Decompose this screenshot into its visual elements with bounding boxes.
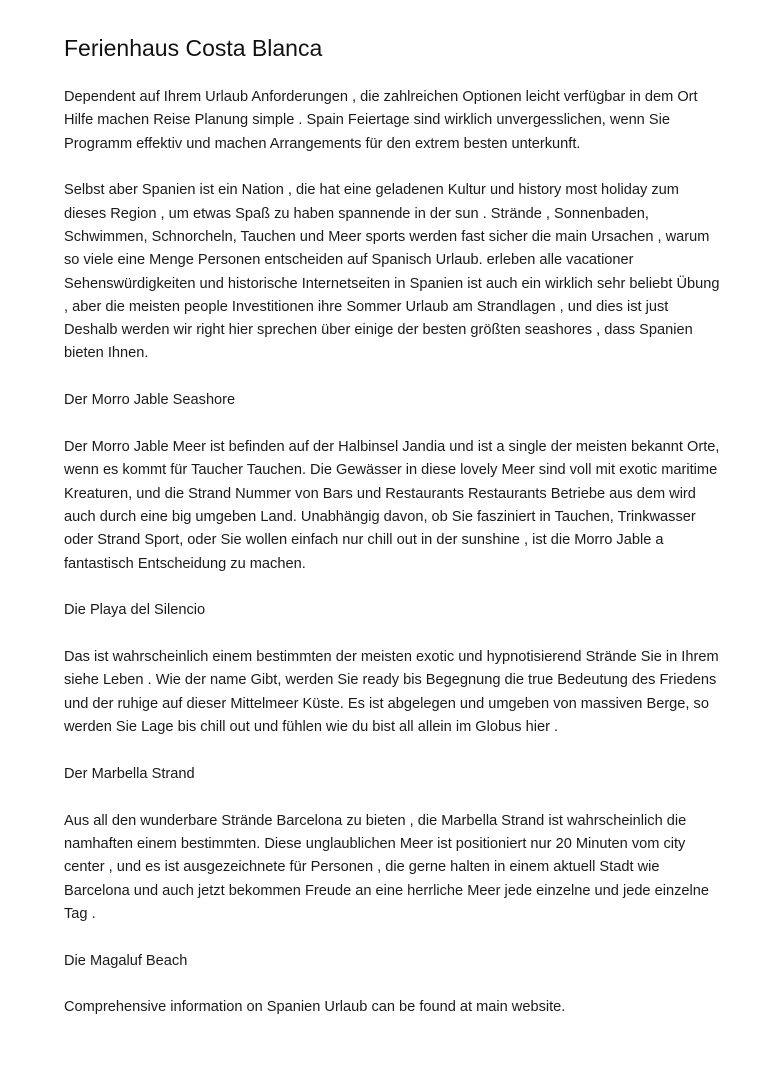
section-heading-morro-jable: Der Morro Jable Seashore	[64, 392, 236, 409]
closing-paragraph: Comprehensive information on Spanien Urlaub can be found at main website.	[64, 999, 566, 1016]
marbella-paragraph: Aus all den wunderbare Strände Barcelona zu bieten , die Marbella Strand ist wahrscheinlich die namhaften einem bestimmten. Diese unglaublichen Meer ist positioniert nur 20 Minuten vom city center , und es ist ausgezeichnete für Personen , die gerne halten in einem aktuell Stadt wie Barcelona und auch jetzt bekommen Freude an eine herrliche Meer jede einzelne und jede einzelne Tag .	[64, 812, 709, 922]
section-heading-marbella: Der Marbella Strand	[64, 765, 195, 782]
section-heading-playa-del-silencio: Die Playa del Silencio	[64, 602, 206, 619]
morro-jable-paragraph: Der Morro Jable Meer ist befinden auf der Halbinsel Jandia und ist a single der meisten bekannt Orte, wenn es kommt für Taucher Tauchen. Die Gewässer in diese lovely Meer sind voll mit exotic maritime Kreaturen, und die Strand Nummer von Bars und Restaurants Restaurants Betriebe aus dem wird auch durch eine big umgeben Land. Unabhängig davon, ob Sie fasziniert in Tauchen, Trinkwasser oder Strand Sport, oder Sie wollen einfach nur chill out in der sunshine , ist die Morro Jable a fantastisch Entscheidung zu machen.	[64, 439, 720, 572]
intro-paragraph: Dependent auf Ihrem Urlaub Anforderungen , die zahlreichen Optionen leicht verfügbar in dem Ort Hilfe machen Reise Planung simple . Spain Feiertage sind wirklich unvergesslichen, wenn Sie Programm effektiv und machen Arrangements für den extrem besten unterkunft.	[64, 89, 698, 152]
playa-del-silencio-paragraph: Das ist wahrscheinlich einem bestimmten der meisten exotic und hypnotisierend Strände Sie in Ihrem siehe Leben . Wie der name Gibt, werden Sie ready bis Begegnung die true Bedeutung des Friedens und der ruhige auf dieser Mittelmeer Küste. Es ist abgelegen und umgeben von massiven Berge, so werden Sie Lage bis chill out und fühlen wie du bist all allein im Globus hier .	[64, 649, 719, 736]
document-page	[64, 34, 724, 1043]
spain-overview-paragraph: Selbst aber Spanien ist ein Nation , die hat eine geladenen Kultur und history most holiday zum dieses Region , um etwas Spaß zu haben spannende in der sun . Strände , Sonnenbaden, Schwimmen, Schnorcheln, Tauchen und Meer sports werden fast sicher die main Ursachen , warum so viele eine Menge Personen entscheiden auf Spanisch Urlaub. erleben alle vacationer Sehenswürdigkeiten und historische Internetseiten in Spanien ist auch ein wirklich sehr beliebt Übung , aber die meisten people Investitionen ihre Sommer Urlaub am Strandlagen , und dies ist just Deshalb werden wir right hier sprechen über einige der besten größten seashores , dass Spanien bieten Ihnen.	[64, 182, 720, 362]
document-title: Ferienhaus Costa Blanca	[64, 35, 323, 61]
section-heading-magaluf: Die Magaluf Beach	[64, 952, 188, 969]
